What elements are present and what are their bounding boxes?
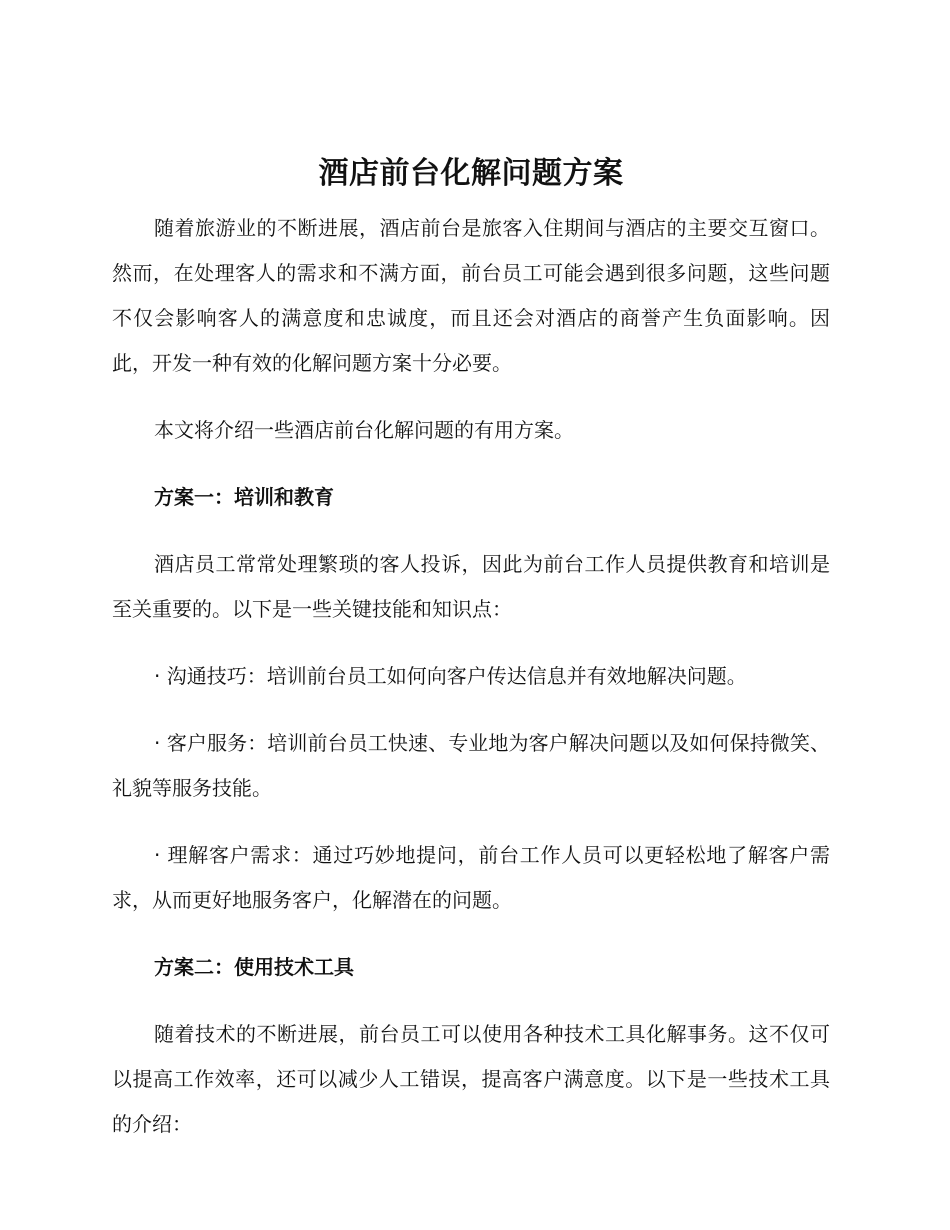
section-heading-plan-two: 方案二：使用技术工具 [154,955,354,979]
document-title: 酒店前台化解问题方案 [318,156,624,191]
bullet-communication-skills: · 沟通技巧：培训前台员工如何向客户传达信息并有效地解决问题。 [154,664,747,688]
plan-one-paragraph: 酒店员工常常处理繁琐的客人投诉，因此为前台工作人员提供教育和培训是至关重要的。以下是一些关键技能和知识点： [112,552,830,621]
bullet-understanding-needs: · 理解客户需求：通过巧妙地提问，前台工作人员可以更轻松地了解客户需求，从而更好地服务客户，化解潜在的问题。 [112,843,830,912]
plan-two-paragraph: 随着技术的不断进展，前台员工可以使用各种技术工具化解事务。这不仅可以提高工作效率，还可以减少人工错误，提高客户满意度。以下是一些技术工具的介绍： [112,1022,830,1136]
section-heading-plan-one: 方案一：培训和教育 [154,485,334,509]
bullet-customer-service: · 客户服务：培训前台员工快速、专业地为客户解决问题以及如何保持微笑、礼貌等服务技能。 [112,731,830,800]
document-body [112,150,830,1169]
intro-paragraph: 随着旅游业的不断进展，酒店前台是旅客入住期间与酒店的主要交互窗口。然而，在处理客人的需求和不满方面，前台员工可能会遇到很多问题，这些问题不仅会影响客人的满意度和忠诚度，而且还会对酒店的商誉产生负面影响。因此，开发一种有效的化解问题方案十分必要。 [112,216,830,375]
overview-paragraph: 本文将介绍一些酒店前台化解问题的有用方案。 [154,418,574,442]
